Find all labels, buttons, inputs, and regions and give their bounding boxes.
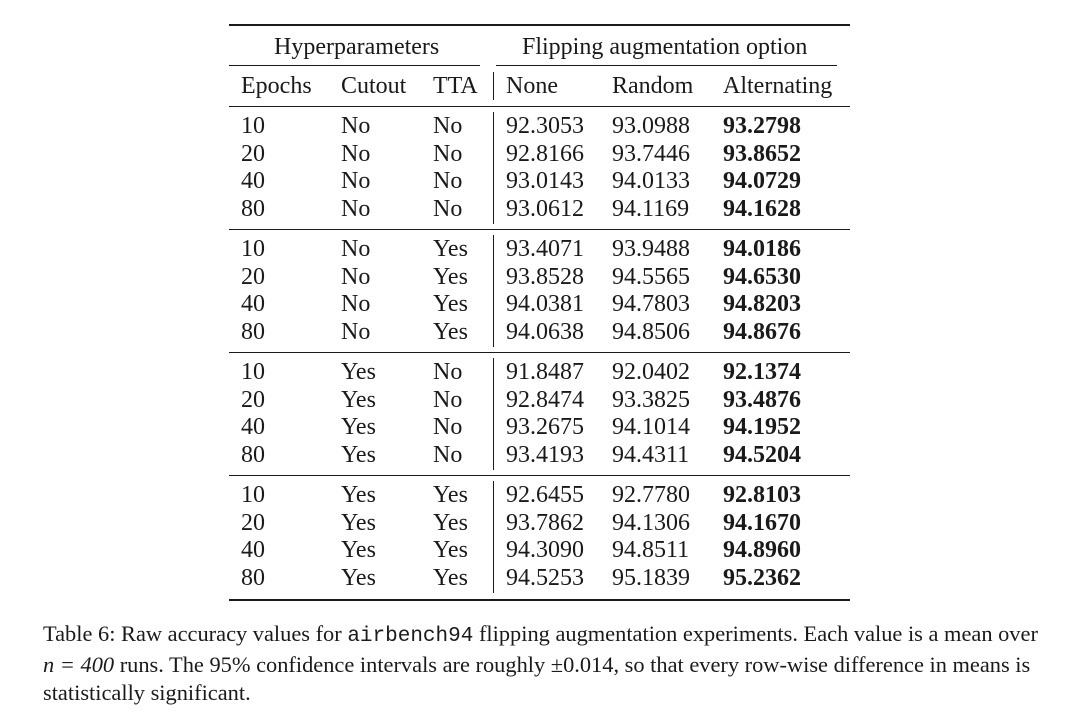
cell-random: 94.1169 (612, 195, 690, 222)
cell-cutout: Yes (341, 564, 376, 591)
cell-none: 93.8528 (506, 263, 584, 290)
table-bottom-rule (229, 599, 850, 601)
cell-none: 92.8166 (506, 140, 584, 167)
cell-none: 93.0143 (506, 168, 584, 194)
cell-none: 93.4071 (506, 236, 584, 262)
cell-random: 95.1839 (612, 564, 690, 591)
cell-alternating: 94.8203 (723, 291, 801, 317)
cell-tta: No (433, 140, 463, 167)
cell-epochs: 10 (241, 482, 265, 508)
cell-alternating: 94.6530 (723, 263, 801, 290)
caption-text: , so that every row-wise difference in means is statistically significant. (43, 652, 1031, 705)
table-caption (43, 620, 1053, 707)
group-separator-rule (229, 475, 850, 476)
cell-epochs: 40 (241, 291, 265, 317)
cell-none: 91.8487 (506, 359, 584, 385)
column-header-tta: TTA (433, 73, 478, 99)
cell-tta: Yes (433, 509, 468, 536)
cell-random: 94.0133 (612, 168, 690, 194)
cell-random: 93.9488 (612, 236, 690, 262)
cell-tta: Yes (433, 236, 468, 262)
cell-alternating: 94.1952 (723, 414, 801, 440)
cell-cutout: Yes (341, 482, 376, 508)
cell-epochs: 80 (241, 441, 265, 468)
cell-epochs: 40 (241, 537, 265, 563)
cell-cutout: No (341, 140, 371, 167)
cell-none: 92.3053 (506, 113, 584, 139)
cell-none: 94.0638 (506, 318, 584, 345)
cell-tta: No (433, 195, 463, 222)
cell-epochs: 20 (241, 509, 265, 536)
cell-tta: Yes (433, 263, 468, 290)
caption-text: runs. The 95% confidence intervals are roughly (114, 652, 551, 677)
cell-none: 92.6455 (506, 482, 584, 508)
cell-cutout: No (341, 236, 371, 262)
group-header-hyperparameters: Hyperparameters (274, 34, 440, 60)
cell-epochs: 80 (241, 195, 265, 222)
cell-cutout: No (341, 113, 371, 139)
cell-tta: Yes (433, 318, 468, 345)
caption-text: Raw accuracy values for (115, 621, 348, 646)
cell-epochs: 20 (241, 386, 265, 413)
cell-epochs: 40 (241, 414, 265, 440)
cell-alternating: 93.4876 (723, 386, 801, 413)
cell-epochs: 40 (241, 168, 265, 194)
header-rule (229, 106, 850, 107)
cell-cutout: No (341, 168, 371, 194)
group-header-flipping: Flipping augmentation option (522, 34, 808, 60)
cell-alternating: 94.8960 (723, 537, 801, 563)
cell-none: 94.3090 (506, 537, 584, 563)
cell-none: 93.7862 (506, 509, 584, 536)
cell-random: 94.4311 (612, 441, 690, 468)
cell-epochs: 10 (241, 113, 265, 139)
cell-random: 93.3825 (612, 386, 690, 413)
cell-random: 94.1306 (612, 509, 690, 536)
cell-epochs: 10 (241, 236, 265, 262)
caption-math-n: n = 400 (43, 652, 115, 677)
column-separator (493, 72, 494, 100)
cell-none: 94.5253 (506, 564, 584, 591)
cell-cutout: No (341, 263, 371, 290)
cmidrule-flipping (496, 65, 837, 66)
caption-text: flipping augmentation experiments. Each value is a mean over (473, 621, 1038, 646)
column-header-alternating: Alternating (723, 73, 833, 99)
column-separator (493, 358, 494, 470)
cell-tta: Yes (433, 482, 468, 508)
cell-tta: No (433, 414, 463, 440)
group-separator-rule (229, 352, 850, 353)
cell-epochs: 80 (241, 318, 265, 345)
cell-none: 94.0381 (506, 291, 584, 317)
cell-cutout: Yes (341, 509, 376, 536)
cell-cutout: No (341, 195, 371, 222)
cell-random: 92.0402 (612, 359, 690, 385)
cell-random: 94.5565 (612, 263, 690, 290)
cell-none: 93.4193 (506, 441, 584, 468)
cell-random: 92.7780 (612, 482, 690, 508)
cell-tta: No (433, 386, 463, 413)
cell-alternating: 94.0729 (723, 168, 801, 194)
cell-alternating: 94.1628 (723, 195, 801, 222)
cell-epochs: 20 (241, 140, 265, 167)
caption-label: Table 6: (43, 621, 116, 646)
cell-alternating: 94.1670 (723, 509, 801, 536)
cell-cutout: Yes (341, 386, 376, 413)
cell-alternating: 93.8652 (723, 140, 801, 167)
cell-cutout: Yes (341, 414, 376, 440)
cell-cutout: No (341, 291, 371, 317)
cell-random: 93.7446 (612, 140, 690, 167)
cell-alternating: 94.8676 (723, 318, 801, 345)
cell-tta: Yes (433, 564, 468, 591)
cell-random: 94.8506 (612, 318, 690, 345)
cell-epochs: 80 (241, 564, 265, 591)
cell-cutout: Yes (341, 441, 376, 468)
cell-tta: Yes (433, 291, 468, 317)
cell-random: 94.7803 (612, 291, 690, 317)
cell-random: 94.8511 (612, 537, 690, 563)
table-top-rule (229, 24, 850, 26)
cell-epochs: 20 (241, 263, 265, 290)
cell-alternating: 92.8103 (723, 482, 801, 508)
cell-random: 93.0988 (612, 113, 690, 139)
column-separator (493, 112, 494, 224)
cell-alternating: 95.2362 (723, 564, 801, 591)
cell-cutout: Yes (341, 537, 376, 563)
cell-tta: Yes (433, 537, 468, 563)
column-header-random: Random (612, 73, 694, 99)
cell-none: 92.8474 (506, 386, 584, 413)
cell-alternating: 94.0186 (723, 236, 801, 262)
group-separator-rule (229, 229, 850, 230)
cell-tta: No (433, 359, 463, 385)
cell-cutout: No (341, 318, 371, 345)
column-header-epochs: Epochs (241, 73, 312, 99)
column-header-none: None (506, 73, 558, 99)
cell-cutout: Yes (341, 359, 376, 385)
cell-none: 93.2675 (506, 414, 584, 440)
cell-none: 93.0612 (506, 195, 584, 222)
cell-alternating: 94.5204 (723, 441, 801, 468)
cell-tta: No (433, 441, 463, 468)
column-header-cutout: Cutout (341, 73, 407, 99)
column-separator (493, 235, 494, 347)
column-separator (493, 481, 494, 593)
cell-tta: No (433, 168, 463, 194)
cell-epochs: 10 (241, 359, 265, 385)
cmidrule-hyperparameters (229, 65, 480, 66)
caption-math-ci: ±0.014 (550, 652, 614, 677)
cell-tta: No (433, 113, 463, 139)
cell-alternating: 93.2798 (723, 113, 801, 139)
caption-code: airbench94 (347, 625, 474, 648)
cell-random: 94.1014 (612, 414, 690, 440)
cell-alternating: 92.1374 (723, 359, 801, 385)
